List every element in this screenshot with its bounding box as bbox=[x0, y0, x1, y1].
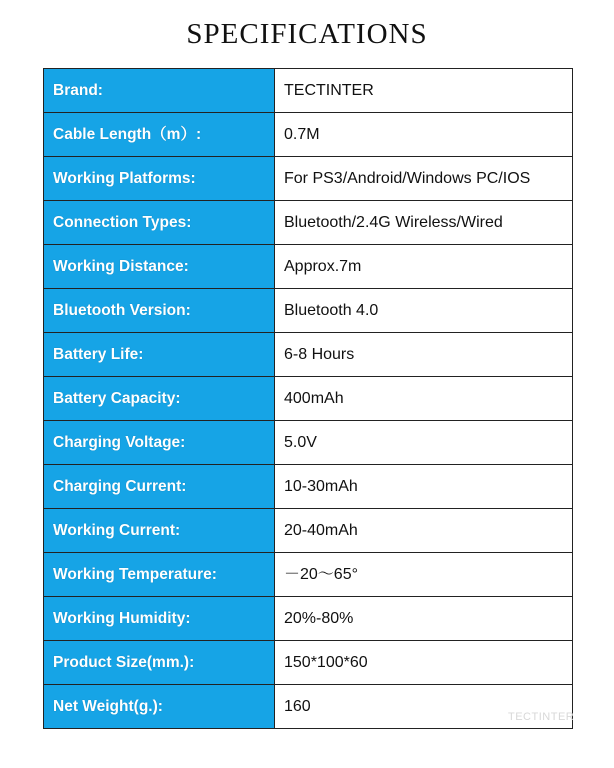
spec-label-bluetooth-version: Bluetooth Version: bbox=[44, 289, 275, 333]
spec-value-cable-length: 0.7M bbox=[275, 113, 573, 157]
spec-label-net-weight: Net Weight(g.): bbox=[44, 685, 275, 729]
table-row bbox=[44, 597, 573, 641]
spec-value-brand: TECTINTER bbox=[275, 69, 573, 113]
spec-value-charging-voltage: 5.0V bbox=[275, 421, 573, 465]
table-row bbox=[44, 201, 573, 245]
table-row bbox=[44, 377, 573, 421]
spec-value-battery-capacity: 400mAh bbox=[275, 377, 573, 421]
spec-value-battery-life: 6-8 Hours bbox=[275, 333, 573, 377]
table-row bbox=[44, 465, 573, 509]
spec-label-working-distance: Working Distance: bbox=[44, 245, 275, 289]
spec-label-working-current: Working Current: bbox=[44, 509, 275, 553]
specifications-table bbox=[43, 68, 573, 729]
spec-value-working-current: 20-40mAh bbox=[275, 509, 573, 553]
spec-label-working-temperature: Working Temperature: bbox=[44, 553, 275, 597]
brand-watermark: TECTINTER bbox=[508, 711, 575, 723]
spec-label-brand: Brand: bbox=[44, 69, 275, 113]
spec-label-working-platforms: Working Platforms: bbox=[44, 157, 275, 201]
table-row bbox=[44, 509, 573, 553]
table-row bbox=[44, 157, 573, 201]
spec-value-net-weight: 160 bbox=[275, 685, 573, 729]
spec-label-charging-current: Charging Current: bbox=[44, 465, 275, 509]
table-row bbox=[44, 553, 573, 597]
spec-value-product-size: 150*100*60 bbox=[275, 641, 573, 685]
spec-value-working-platforms: For PS3/Android/Windows PC/IOS bbox=[275, 157, 573, 201]
spec-label-charging-voltage: Charging Voltage: bbox=[44, 421, 275, 465]
spec-value-working-humidity: 20%-80% bbox=[275, 597, 573, 641]
spec-label-battery-capacity: Battery Capacity: bbox=[44, 377, 275, 421]
spec-label-battery-life: Battery Life: bbox=[44, 333, 275, 377]
spec-value-charging-current: 10-30mAh bbox=[275, 465, 573, 509]
table-row bbox=[44, 421, 573, 465]
spec-label-working-humidity: Working Humidity: bbox=[44, 597, 275, 641]
spec-label-product-size: Product Size(mm.): bbox=[44, 641, 275, 685]
spec-value-bluetooth-version: Bluetooth 4.0 bbox=[275, 289, 573, 333]
table-row bbox=[44, 113, 573, 157]
spec-label-cable-length: Cable Length（m）: bbox=[44, 113, 275, 157]
table-row bbox=[44, 641, 573, 685]
page-title: SPECIFICATIONS bbox=[186, 18, 428, 50]
table-row bbox=[44, 289, 573, 333]
spec-label-connection-types: Connection Types: bbox=[44, 201, 275, 245]
table-row bbox=[44, 69, 573, 113]
table-row bbox=[44, 333, 573, 377]
table-row bbox=[44, 245, 573, 289]
table-row bbox=[44, 685, 573, 729]
spec-value-connection-types: Bluetooth/2.4G Wireless/Wired bbox=[275, 201, 573, 245]
spec-value-working-temperature: －20～65° bbox=[275, 553, 573, 597]
spec-value-working-distance: Approx.7m bbox=[275, 245, 573, 289]
